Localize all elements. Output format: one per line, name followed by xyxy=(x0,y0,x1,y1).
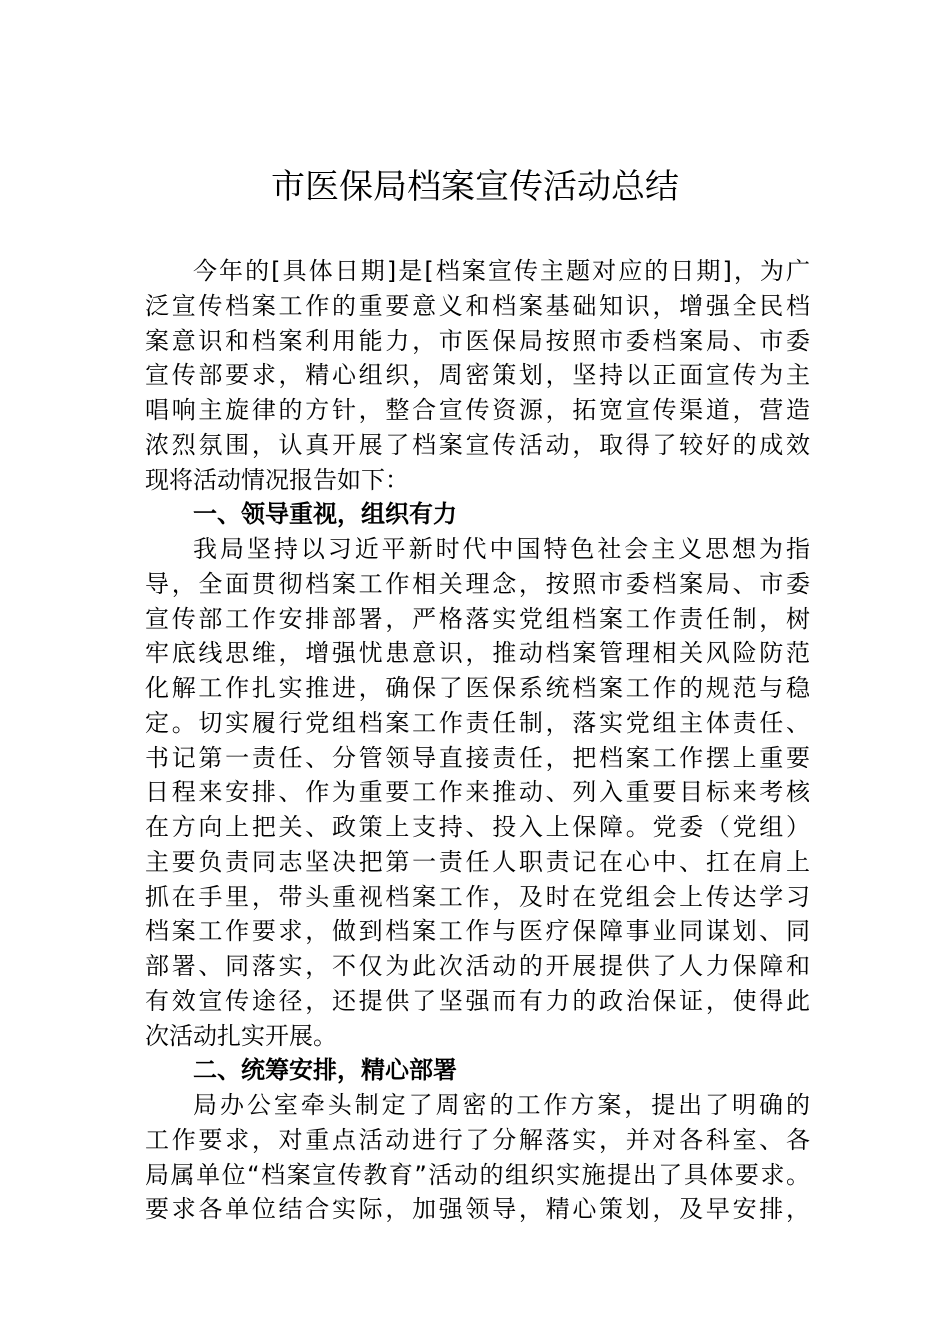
paragraph-line: 宣传部要求，精心组织，周密策划，坚持以正面宣传为主 xyxy=(145,361,810,390)
paragraph-line: 浓烈氛围，认真开展了档案宣传活动，取得了较好的成效 xyxy=(145,430,810,459)
paragraph-line: 部署、同落实，不仅为此次活动的开展提供了人力保障和 xyxy=(145,952,810,980)
paragraph-line: 化解工作扎实推进，确保了医保系统档案工作的规范与稳 xyxy=(145,674,810,702)
paragraph-line: 书记第一责任、分管领导直接责任，把档案工作摆上重要 xyxy=(145,743,810,772)
section-heading: 二、统筹安排，精心部署 xyxy=(193,1056,457,1085)
document-title: 市医保局档案宣传活动总结 xyxy=(271,167,679,207)
paragraph-line: 定。切实履行党组档案工作责任制，落实党组主体责任、 xyxy=(145,708,810,737)
paragraph-line: 案意识和档案利用能力，市医保局按照市委档案局、市委 xyxy=(145,326,810,355)
paragraph-line: 档案工作要求，做到档案工作与医疗保障事业同谋划、同 xyxy=(145,917,810,946)
paragraph-line: 要求各单位结合实际，加强领导，精心策划，及早安排， xyxy=(145,1195,810,1224)
paragraph-line: 泛宣传档案工作的重要意义和档案基础知识，增强全民档 xyxy=(145,291,810,320)
paragraph-line: 日程来安排、作为重要工作来推动、列入重要目标来考核 xyxy=(145,778,810,807)
paragraph-line: 局属单位“档案宣传教育”活动的组织实施提出了具体要求。 xyxy=(145,1160,810,1189)
paragraph-line: 唱响主旋律的方针，整合宣传资源，拓宽宣传渠道，营造 xyxy=(145,396,810,424)
paragraph-line: 我局坚持以习近平新时代中国特色社会主义思想为指 xyxy=(193,535,810,563)
paragraph-line: 主要负责同志坚决把第一责任人职责记在心中、扛在肩上 xyxy=(145,847,810,876)
paragraph-line: 在方向上把关、政策上支持、投入上保障。党委（党组） xyxy=(145,813,810,841)
paragraph-line: 次活动扎实开展。 xyxy=(145,1021,337,1050)
section-heading: 一、领导重视，组织有力 xyxy=(193,500,457,529)
paragraph-line: 宣传部工作安排部署，严格落实党组档案工作责任制，树 xyxy=(145,604,810,633)
paragraph-line: 今年的[具体日期]是[档案宣传主题对应的日期]，为广 xyxy=(193,257,810,285)
paragraph-line: 现将活动情况报告如下： xyxy=(145,465,409,494)
document-body xyxy=(145,254,810,1227)
paragraph-line: 有效宣传途径，还提供了坚强而有力的政治保证，使得此 xyxy=(145,986,810,1015)
paragraph-line: 工作要求，对重点活动进行了分解落实，并对各科室、各 xyxy=(145,1125,810,1154)
paragraph-line: 牢底线思维，增强忧患意识，推动档案管理相关风险防范 xyxy=(145,639,810,668)
paragraph-line: 局办公室牵头制定了周密的工作方案，提出了明确的 xyxy=(193,1091,810,1119)
paragraph-line: 抓在手里，带头重视档案工作，及时在党组会上传达学习 xyxy=(145,882,810,911)
paragraph-line: 导，全面贯彻档案工作相关理念，按照市委档案局、市委 xyxy=(145,569,810,598)
